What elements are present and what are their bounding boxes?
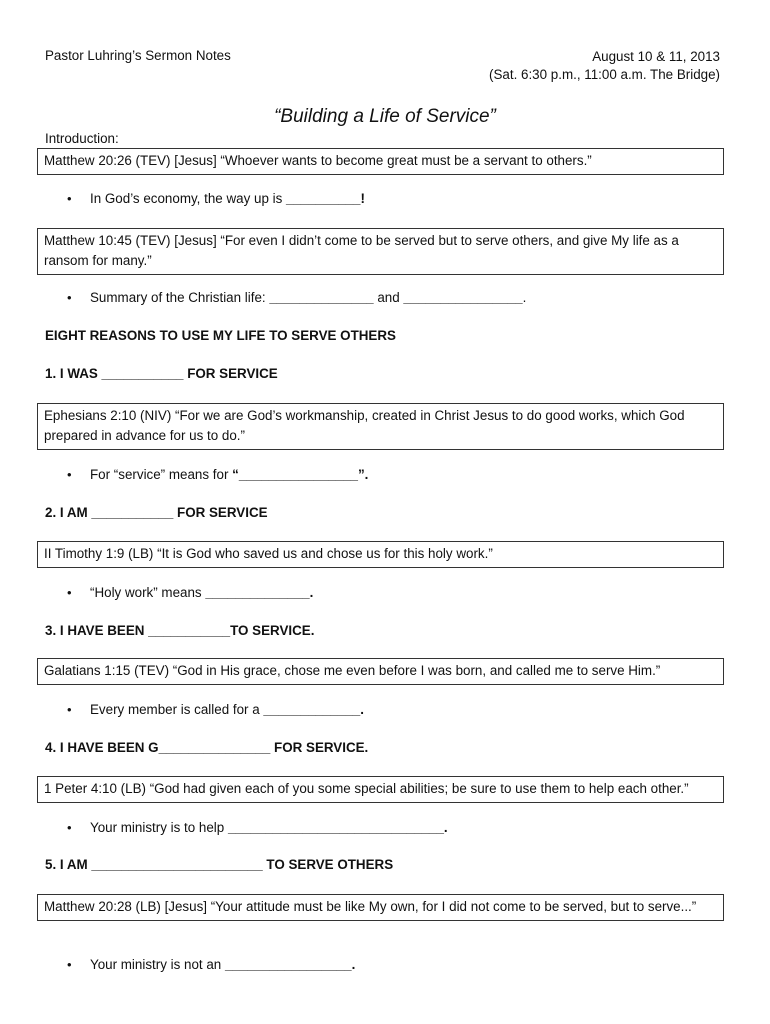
- header-right: [489, 48, 720, 84]
- heading-2: 2. I AM ___________ FOR SERVICE: [45, 505, 268, 520]
- bullet-4-text: “Holy work” means: [90, 585, 206, 600]
- bullet-icon: •: [67, 585, 72, 600]
- bullet-2-blank-1: ______________: [269, 290, 374, 305]
- heading-3: 3. I HAVE BEEN ___________TO SERVICE.: [45, 623, 315, 638]
- header-service-times: (Sat. 6:30 p.m., 11:00 a.m. The Bridge): [489, 67, 720, 82]
- bullet-icon: •: [67, 820, 72, 835]
- heading-5: 5. I AM _______________________ TO SERVE OTHERS: [45, 857, 394, 872]
- header-left: Pastor Luhring’s Sermon Notes: [45, 48, 231, 63]
- bullet-6-blank: _____________________________.: [227, 820, 448, 835]
- bullet-4-blank: ______________.: [205, 585, 314, 600]
- bullet-2-blank-2: ________________: [403, 290, 523, 305]
- bullet-7-text: Your ministry is not an: [90, 957, 225, 972]
- bullet-icon: •: [67, 702, 72, 717]
- verse-box-7: Matthew 20:28 (LB) [Jesus] “Your attitude must be like My own, for I did not come to be served, but to serve...”: [37, 894, 724, 921]
- bullet-7-blank: _________________.: [224, 957, 356, 972]
- bullet-icon: •: [67, 191, 72, 206]
- section-title: EIGHT REASONS TO USE MY LIFE TO SERVE OTHERS: [45, 328, 396, 343]
- bullet-icon: •: [67, 467, 72, 482]
- bullet-2-text: Summary of the Christian life:: [90, 290, 270, 305]
- bullet-3-text: For “service” means for: [90, 467, 233, 482]
- verse-box-1: Matthew 20:26 (TEV) [Jesus] “Whoever wants to become great must be a servant to others.”: [37, 148, 724, 175]
- verse-box-5: Galatians 1:15 (TEV) “God in His grace, chose me even before I was born, and called me to serve Him.”: [37, 658, 724, 685]
- bullet-1-text: In God’s economy, the way up is: [90, 191, 287, 206]
- verse-box-6: 1 Peter 4:10 (LB) “God had given each of you some special abilities; be sure to use them to help each other.”: [37, 776, 724, 803]
- verse-box-4: II Timothy 1:9 (LB) “It is God who saved us and chose us for this holy work.”: [37, 541, 724, 568]
- heading-4: 4. I HAVE BEEN G_______________ FOR SERVICE.: [45, 740, 369, 755]
- bullet-2-end: .: [522, 290, 527, 305]
- bullet-5-text: Every member is called for a: [90, 702, 264, 717]
- bullet-6-text: Your ministry is to help: [90, 820, 228, 835]
- bullet-icon: •: [67, 957, 72, 972]
- verse-box-2: Matthew 10:45 (TEV) [Jesus] “For even I didn’t come to be served but to serve others, and give My life as a ransom for many.”: [37, 228, 724, 275]
- bullet-2-mid: and: [373, 290, 404, 305]
- bullet-3-blank: “________________”.: [232, 467, 369, 482]
- heading-1: 1. I WAS ___________ FOR SERVICE: [45, 366, 278, 381]
- bullet-icon: •: [67, 290, 72, 305]
- header-date: August 10 & 11, 2013: [592, 49, 720, 64]
- bullet-5-blank: _____________.: [263, 702, 364, 717]
- sermon-title: “Building a Life of Service”: [274, 106, 496, 127]
- intro-label: Introduction:: [45, 131, 119, 146]
- bullet-1-blank: __________!: [286, 191, 365, 206]
- verse-box-3: Ephesians 2:10 (NIV) “For we are God’s workmanship, created in Christ Jesus to do good works, which God prepared in advance for us to do.”: [37, 403, 724, 450]
